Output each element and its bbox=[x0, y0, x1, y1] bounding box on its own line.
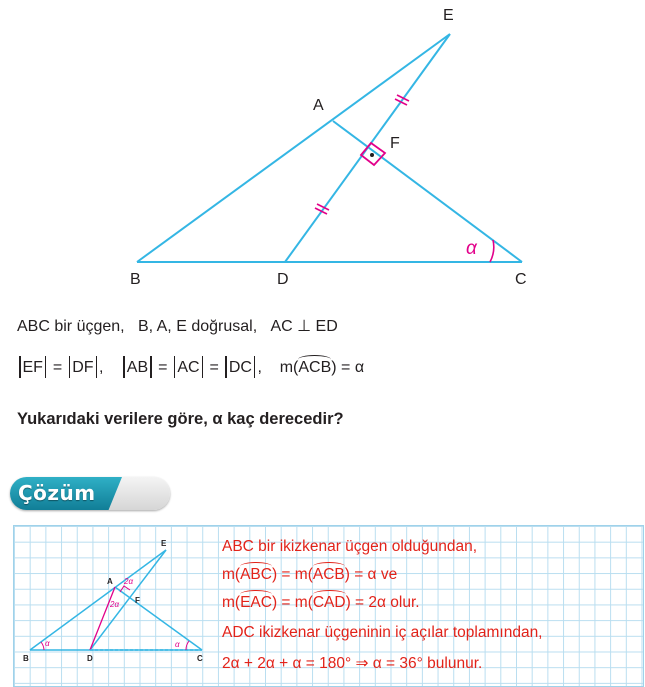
mini-label-c: C bbox=[197, 654, 203, 663]
triangle-lines bbox=[137, 34, 522, 262]
seg-df: DF bbox=[72, 359, 94, 376]
alpha-label: α bbox=[466, 238, 477, 259]
angle-acb-sol: ACB bbox=[312, 566, 345, 583]
right-angle-dot bbox=[370, 153, 374, 157]
label-e: E bbox=[443, 7, 454, 24]
angle-suffix: ) = α bbox=[331, 359, 365, 376]
mini-two-alpha-1: 2α bbox=[124, 577, 134, 586]
mini-alpha-b: α bbox=[45, 639, 50, 648]
mini-label-e: E bbox=[161, 539, 167, 548]
angle-cad: CAD bbox=[312, 594, 346, 611]
solution-line-4: ADC ikizkenar üçgeninin iç açılar toplamından, bbox=[222, 624, 543, 641]
question: Yukarıdaki verilere göre, α kaç derecedir? bbox=[17, 410, 344, 428]
given-perpendicular: AC ⊥ ED bbox=[270, 318, 338, 335]
label-c: C bbox=[515, 271, 527, 288]
seg-ef: EF bbox=[22, 359, 43, 376]
main-triangle-figure bbox=[0, 0, 645, 300]
solution-line-3: m(EAC) = m(CAD) = 2α olur. bbox=[222, 594, 420, 611]
mini-label-f: F bbox=[135, 596, 140, 605]
given-collinear: B, A, E doğrusal, bbox=[137, 318, 258, 335]
mini-label-b: B bbox=[23, 654, 29, 663]
seg-dc: DC bbox=[228, 359, 252, 376]
alpha-arc bbox=[490, 240, 494, 262]
label-d: D bbox=[277, 271, 289, 288]
solution-badge bbox=[10, 477, 170, 510]
solution-line-5: 2α + 2α + α = 180° ⇒ α = 36° bulunur. bbox=[222, 655, 483, 672]
angle-abc: ABC bbox=[240, 566, 272, 583]
mini-label-d: D bbox=[87, 654, 93, 663]
solution-badge-label: Çözüm bbox=[18, 481, 96, 505]
eq-sign: = bbox=[52, 359, 63, 376]
label-b: B bbox=[130, 271, 141, 288]
label-a: A bbox=[313, 97, 324, 114]
solution-line-2: m(ABC) = m(ACB) = α ve bbox=[222, 566, 398, 583]
given-triangle: ABC bir üçgen, bbox=[17, 318, 125, 335]
solution-mini-figure bbox=[14, 528, 214, 678]
mini-alpha-c: α bbox=[175, 640, 180, 649]
mini-label-a: A bbox=[107, 577, 113, 586]
segment-be bbox=[137, 34, 450, 262]
comma: , bbox=[257, 359, 262, 376]
eq-sign: = bbox=[158, 359, 168, 376]
eq-sign: = bbox=[209, 359, 219, 376]
label-f: F bbox=[390, 135, 400, 152]
angle-prefix: m( bbox=[279, 359, 299, 376]
angle-acb: ACB bbox=[298, 359, 332, 376]
seg-ac: AC bbox=[177, 359, 200, 376]
angle-eac: EAC bbox=[240, 594, 272, 611]
solution-line-1: ABC bir ikizkenar üçgen olduğundan, bbox=[222, 538, 478, 555]
mini-two-alpha-2: 2α bbox=[110, 600, 120, 609]
seg-ab: AB bbox=[126, 359, 149, 376]
comma: , bbox=[99, 359, 104, 376]
given-line-2 bbox=[17, 356, 364, 378]
given-line-1 bbox=[17, 316, 338, 336]
